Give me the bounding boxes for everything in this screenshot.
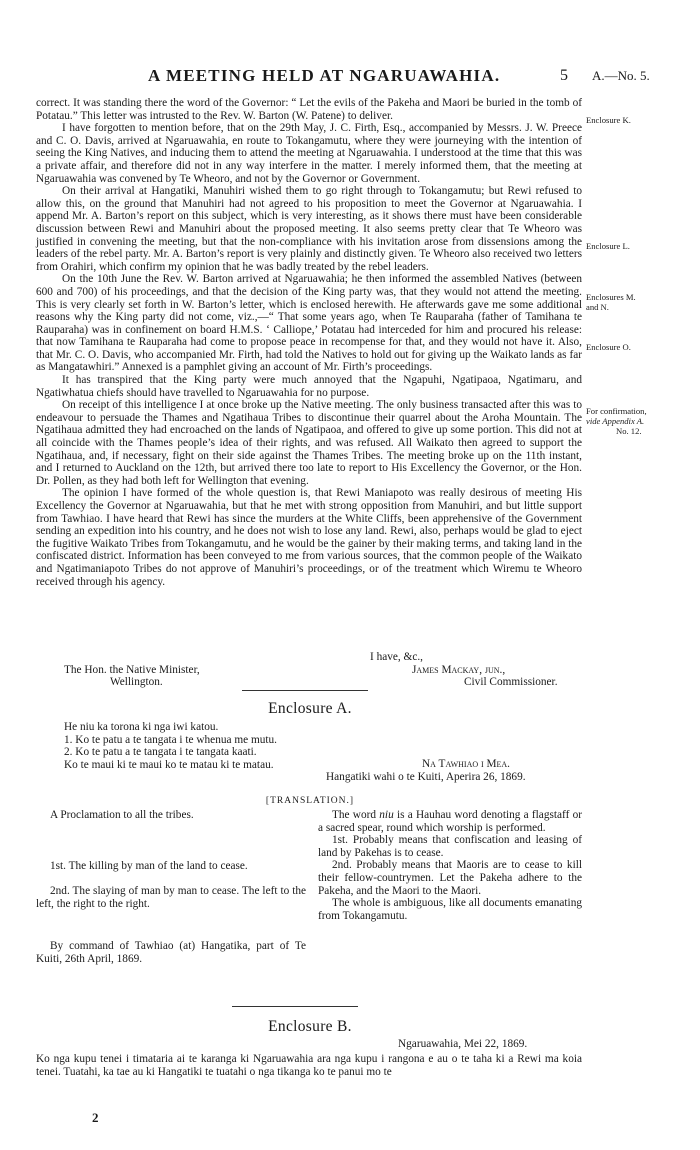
text-line: 2nd. The slaying of man by man to cease. The left to the left, the right to the right. — [36, 885, 306, 910]
enclosure-b-text: Ko nga kupu tenei i timataria ai te karanga ki Ngaruawahia ara nga kupu i rangona e au o te taha ki a Rewi ma koia tenei. Tuatahi, ka tae au ki Hangatiki te tuatahi o nga tikanga ko te panui mo te — [36, 1053, 582, 1078]
paragraph: I have forgotten to mention before, that on the 29th May, J. C. Firth, Esq., accompanied by Messrs. J. W. Preece and C. O. Davis, arrived at Ngaruawahia, en route to Tokangamutu, where they were journeying with the intention of seeing the King Natives, and inducing them to attend the meeting at Ngaruawahia. I understood at the time that this was a private affair, and therefore did not in any way interfere in the matter. I merely informed them, that the meeting at Ngaruawahia was convened by Te Wheoro, and not by the Governor or Government. — [36, 122, 582, 185]
text-line: A Proclamation to all the tribes. — [50, 809, 194, 821]
text-line: The word niu is a Hauhau word denoting a flagstaff or a sacred spear, round which worship is performed. — [318, 809, 582, 834]
enclosure-b-title: Enclosure B. — [268, 1018, 352, 1035]
paragraph: The opinion I have formed of the whole question is, that Rewi Maniapoto was really desirous of meeting His Excellency the Governor at Ngaruawahia, but that he met with strong opposition from Manuhiri, and but little support from Tawhiao. I have heard that Rewi has since the murders at the White Cliffs, been apprehensive of the Government sending an expedition into his country, and he does not wish to lose any land. Rewi, also, perhaps would be glad to eject the fugitive Waikato Tribes from Tokangamutu, and he would be the gainer by their making terms, and taking land in the confiscated district. Information has been conveyed to me from various sources, that the common people of the Waikato and Ngatimaniapoto Tribes do not approve of Manuhiri’s proceedings, or of the treatment which Wiremu te Wheoro received through his agency. — [36, 487, 582, 588]
translation-label: [TRANSLATION.] — [265, 796, 355, 806]
text-line: 2. Ko te patu a te tangata i te tangata kaati. — [64, 746, 257, 759]
divider — [232, 1006, 358, 1007]
margin-note-enclosure-o: Enclosure O. — [586, 342, 631, 352]
closing: I have, &c., — [370, 651, 424, 663]
text-line: 1. Ko te patu a te tangata i te whenua me mutu. — [64, 733, 278, 746]
addressee: The Hon. the Native Minister, — [64, 663, 200, 676]
enclosure-a-title: Enclosure A. — [268, 700, 352, 717]
margin-note-line: For confirmation, — [586, 406, 647, 416]
signer-name: James Mackay, jun., — [412, 663, 506, 676]
enclosure-a-place-date: Hangatiki wahi o te Kuiti, Aperira 26, 1869. — [326, 771, 526, 783]
margin-note-line: No. 12. — [616, 426, 642, 436]
text-line: He niu ka torona ki nga iwi katou. — [64, 721, 219, 733]
translation-right-column — [318, 809, 582, 922]
printer-signature-mark: 2 — [92, 1110, 99, 1125]
enclosure-b-place-date: Ngaruawahia, Mei 22, 1869. — [398, 1038, 528, 1050]
margin-note-line: vide Appendix A. — [586, 416, 645, 426]
letter-body — [36, 97, 582, 588]
margin-note-confirmation — [586, 406, 696, 436]
paragraph: On their arrival at Hangatiki, Manuhiri wished them to go right through to Tokangamutu; but Rewi refused to allow this, on the ground that Manuhiri had not agreed to his proposition to meet the Governor at Ngaruawahia. I append Mr. A. Barton’s report on this subject, which is very interesting, as it shows there must have been considerable discussion between Rewi and Manuhiri about the proposed meeting. It also seems pretty clear that Te Wheoro was justified in convening the meeting, but that the non-compliance with his invitation arose from dissensions among the leaders of the rebel party. Mr. A. Barton’s report is very plainly and distinctly given. Te Wheoro also received two letters from Orahiri, which confirm my opinion that he was badly treated by the rebel leaders. — [36, 185, 582, 273]
margin-note-line: Enclosures M. — [586, 292, 636, 302]
paragraph: correct. It was standing there the word of the Governor: “ Let the evils of the Pakeha and Maori be buried in the tomb of Potatau.” This letter was intrusted to the Rev. W. Barton (W. Patene) to deliver. — [36, 97, 582, 122]
translation-left-column — [36, 809, 306, 966]
page-header — [0, 66, 700, 90]
signer-title: Civil Commissioner. — [464, 676, 558, 689]
paragraph: On receipt of this intelligence I at once broke up the Native meeting. The only business transacted after this was to endeavour to persuade the Thames and Ngatihaua Tribes to discontinue their quarrel about the Aroha Mountain. The Ngatihaua admitted they had encroached on the lands of Ngatipaoa, and offered to give up some portion. This did not at all coincide with the Thames people’s idea of their rights, and was refused. All Waikato then agreed to support the Ngatihaua, and, if necessary, fight on their side against the Thames Tribes. The meeting broke up on the 11th instant, and I returned to Auckland on the 12th, but arrived there too late to report to His Excellency the Governor, or the Hon. Dr. Pollen, as they had both left for Wellington that evening. — [36, 399, 582, 487]
paragraph: It has transpired that the King party were much annoyed that the Ngapuhi, Ngatipaoa, Ngatimaru, and Ngatiwhatua chiefs should have travelled to Ngaruawahia for no purpose. — [36, 374, 582, 399]
page-number: 5 — [560, 67, 568, 84]
paragraph: On the 10th June the Rev. W. Barton arrived at Ngaruawahia; he then informed the assembled Natives (between 600 and 700) of his proceedings, and that the decision of the King party was, that they would not attend the meeting. This is very clearly set forth in W. Barton’s letter, which is enclosed herewith. He afterwards gave me some additional reasons why the King party did not come, viz.,—“ That some years ago, when Te Rauparaha (father of Tamihana te Rauparaha) was in confinement on board H.M.S. ‘ Calliope,’ Potatau had interceded for him and procured his release: that now Tamihana te Rauparaha had come to propose peace in recompense for that, and they would not have it. Also, that Mr. C. O. Davis, who accompanied Mr. Firth, had told the Natives to hold out for giving up the Waikato lands as far as Mangatawhiri.” Annexed is a pamphlet giving an account of Mr. Firth’s proceedings. — [36, 273, 582, 374]
text-line: 1st. Probably means that confiscation and leasing of land by Pakehas is to cease. — [318, 834, 582, 859]
margin-note-enclosure-l: Enclosure L. — [586, 241, 630, 251]
text-line: The whole is ambiguous, like all documents emanating from Tokangamutu. — [318, 897, 582, 922]
text-line: By command of Tawhiao (at) Hangatika, part of Te Kuiti, 26th April, 1869. — [36, 940, 306, 965]
margin-note-enclosures-mn — [586, 292, 696, 312]
signature: Na Tawhiao i Mea. — [422, 758, 510, 770]
text-line: 1st. The killing by man of the land to cease. — [50, 859, 248, 872]
document-number: A.—No. 5. — [592, 68, 650, 83]
enclosure-a-signature — [422, 758, 510, 771]
margin-note-enclosure-k: Enclosure K. — [586, 115, 631, 125]
text-line: 2nd. Probably means that Maoris are to cease to kill their fellow-countrymen. Let the Pakeha adhere to the Pakeha, and the Maori to the Maori. — [318, 859, 582, 897]
divider — [242, 690, 368, 691]
sign-off — [36, 651, 582, 689]
addressee-city: Wellington. — [110, 676, 163, 689]
page-title: A MEETING HELD AT NGARUAWAHIA. — [148, 66, 501, 85]
text-line: Ko te maui ki te maui ko te matau ki te matau. — [64, 758, 274, 771]
margin-note-line: and N. — [586, 302, 609, 312]
